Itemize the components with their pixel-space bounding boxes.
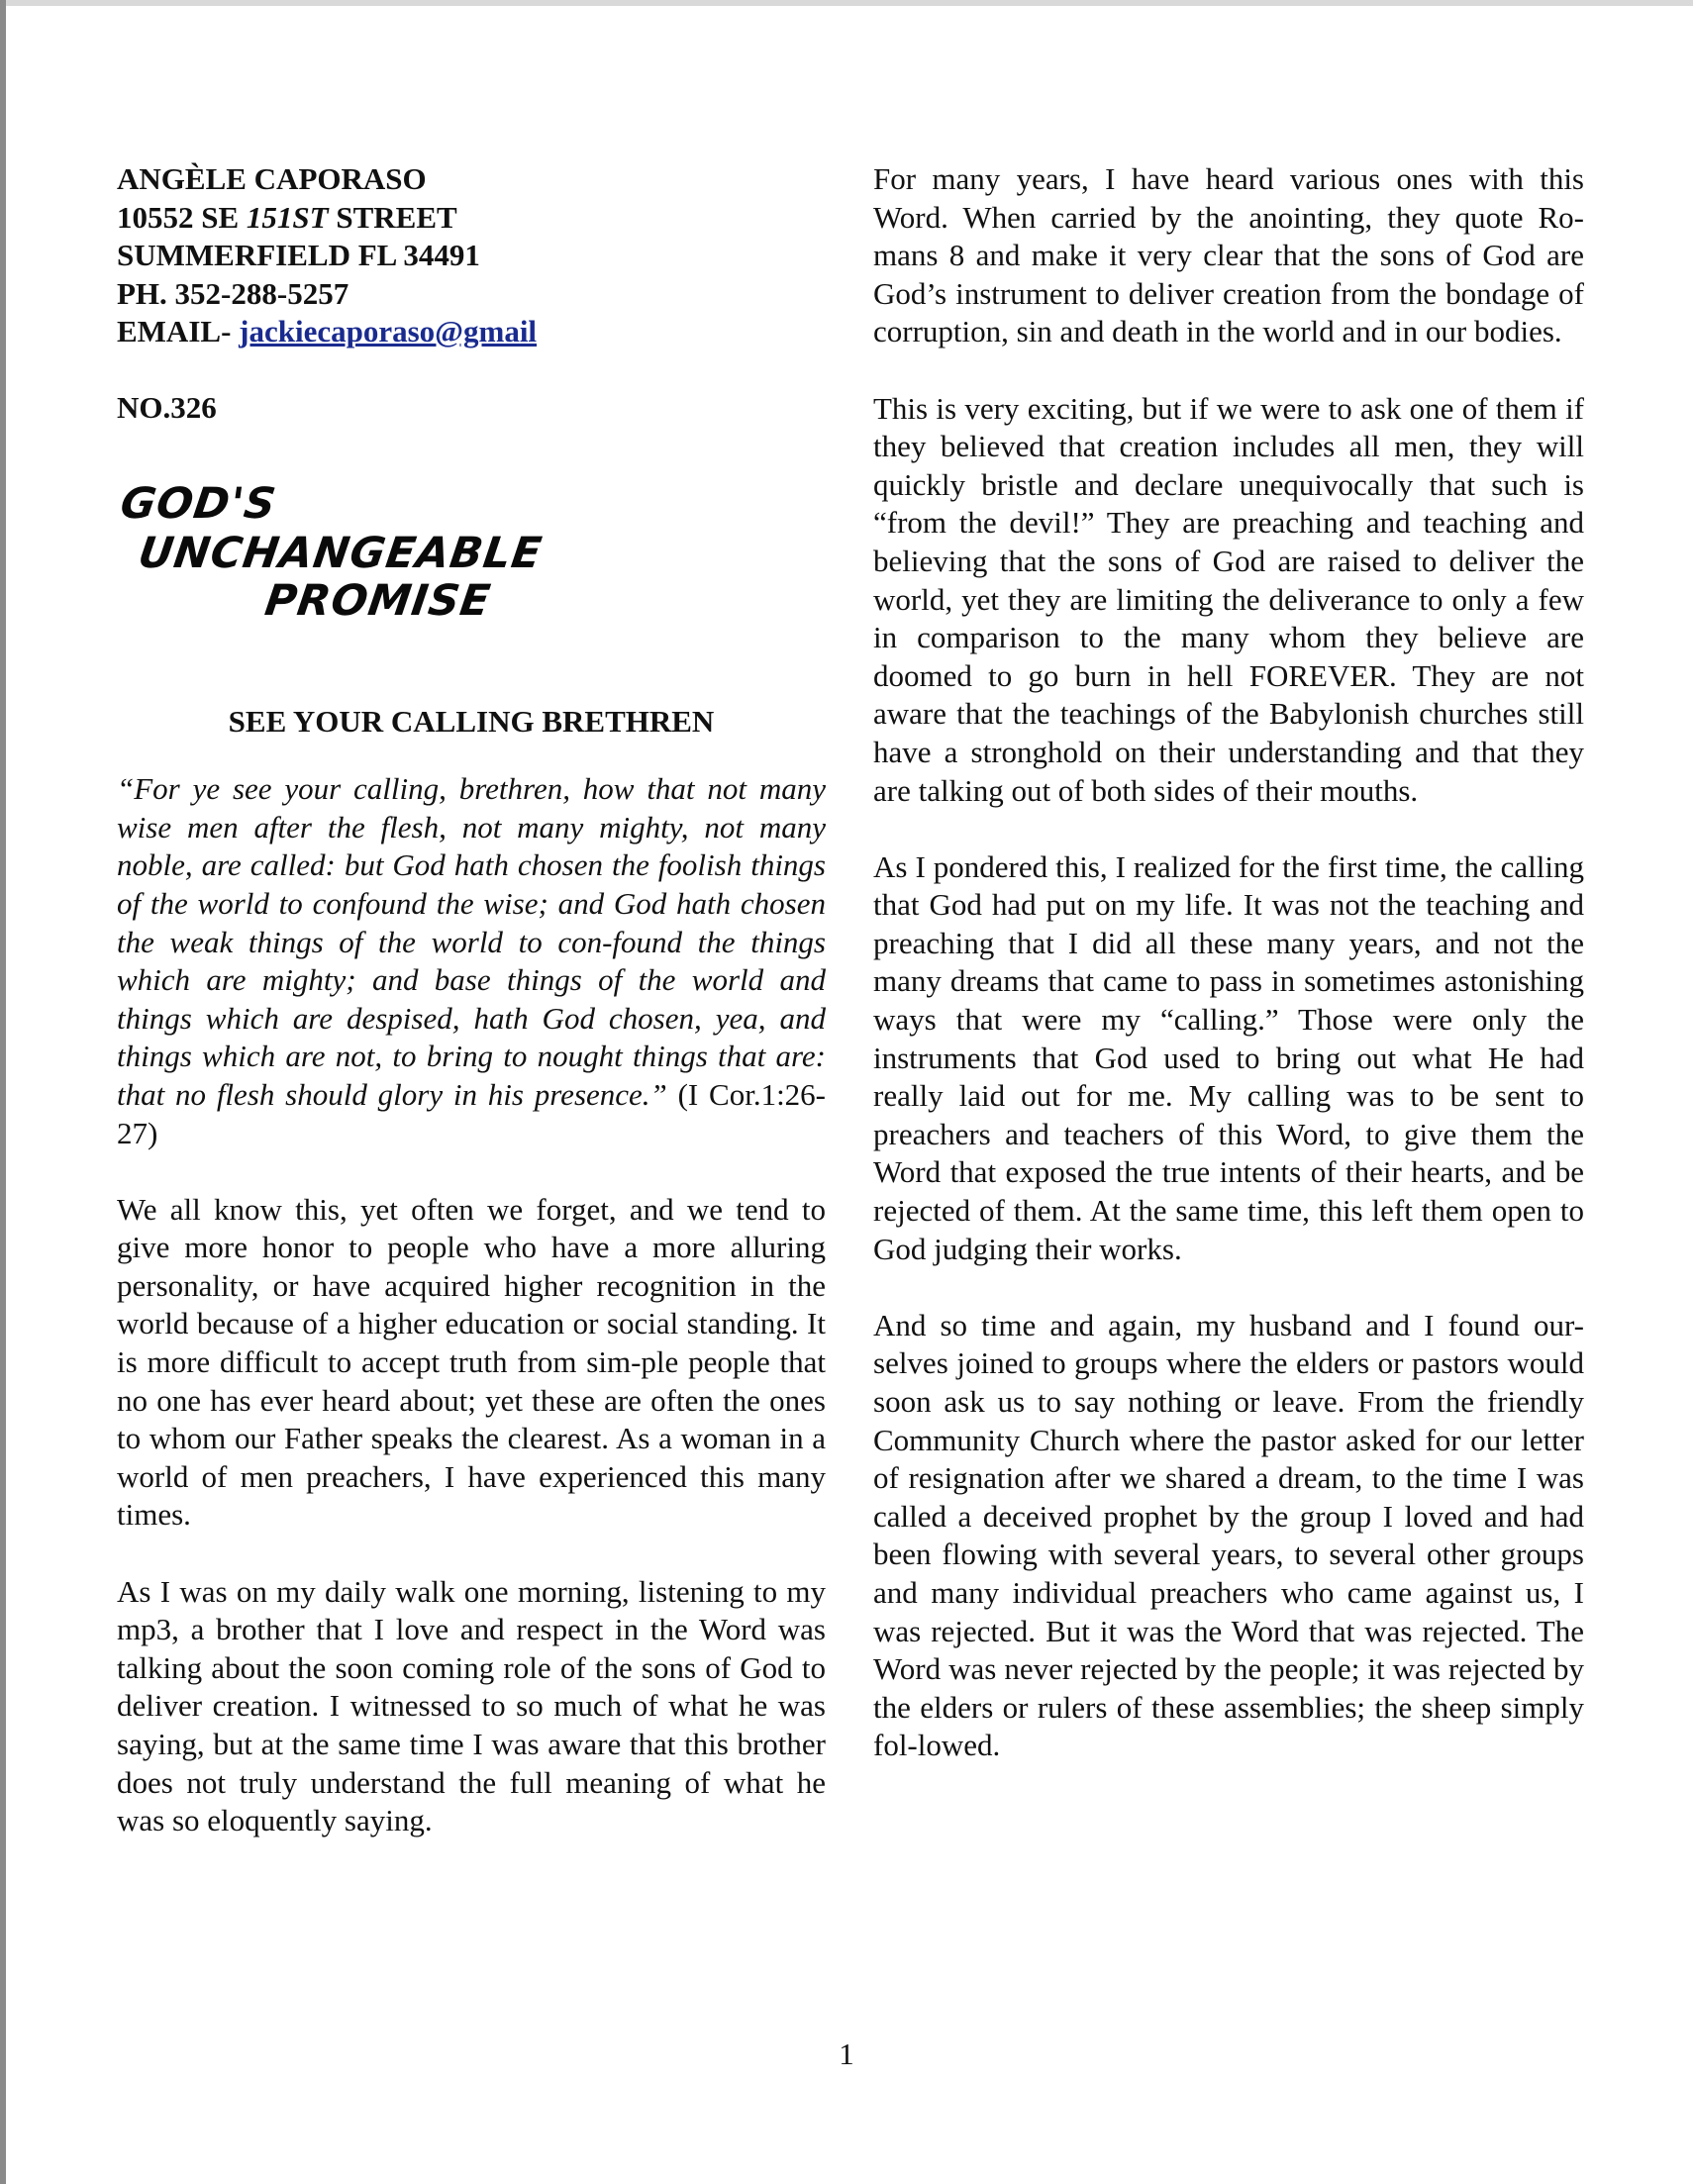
gods-unchangeable-promise-logo — [117, 463, 826, 701]
street-name-italic: 151ST — [246, 199, 329, 235]
logo-line-1: GOD'S — [117, 478, 280, 529]
email-line — [117, 313, 826, 351]
sender-name: ANGÈLE CAPORASO — [117, 161, 427, 196]
logo-line-2: UNCHANGEABLE — [135, 528, 546, 578]
page-number: 1 — [839, 2036, 854, 2071]
body-paragraph: As I was on my daily walk one morning, listening to my mp3, a brother that I love and respect in the Word was talking about the soon coming role of the sons of God to deliver creation. I witnessed to so much of what he was saying, but at the same time I was aware that this brother does not truly understand the full meaning of what he was so eloquently saying. — [117, 1573, 826, 1838]
left-column — [117, 160, 826, 1878]
body-paragraph: For many years, I have heard various ones with this Word. When carried by the anointing, they quote Ro-mans 8 and make it very clear that the sons of God are God’s instrument to deliver creation from the bondage of corruption, sin and death in the world and in our bodies. — [873, 161, 1584, 349]
right-column — [873, 160, 1584, 1804]
scripture-quote-text: “For ye see your calling, brethren, how that not many wise men after the flesh, not many mighty, not many noble, are called: but God hath chosen the foolish things of the world to confound the wise; and God hath chosen the weak things of the world to con-found the things which are mighty; and base things of the world and things which are despised, hath God chosen, yea, and things which are not, to bring to nought things that are: that no flesh should glory in his presence.” — [117, 771, 826, 1112]
street-number: 10552 SE — [117, 199, 247, 235]
page-left-border — [0, 0, 6, 2184]
email-link[interactable]: jackiecaporaso@gmail — [239, 314, 538, 349]
street-suffix: STREET — [328, 199, 457, 235]
scripture-quote — [117, 770, 826, 1152]
scripture-reference: (I Cor.1:26-27) — [117, 1076, 827, 1150]
page-top-border — [0, 0, 1693, 6]
body-paragraph: This is very exciting, but if we were to ask one of them if they believed that creation includes all men, they will quickly bristle and declare unequivocally that such is “from the devil!” They are preaching and teaching and believing that the sons of God are raised to deliver the world, yet they are limiting the deliverance to only a few in comparison to the many whom they believe are doomed to go burn in hell FOREVER. They are not aware that the teachings of the Babylonish churches still have a stronghold on their understanding and that they are talking out of both sides of their mouths. — [873, 390, 1584, 808]
issue-number: NO.326 — [117, 389, 217, 425]
body-paragraph: As I pondered this, I realized for the first time, the calling that God had put on my life. It was not the teaching and preaching that I did all these many years, and not the many dreams that came to pass in sometimes astonishing ways that were my “calling.” Those were only the instruments that God used to bring out what He had really laid out for me. My calling was to be sent to preachers and teachers of this Word, to give them the Word that exposed the true intents of their hearts, and be rejected of them. At the same time, this left them open to God judging their works. — [873, 848, 1584, 1266]
phone-number: PH. 352-288-5257 — [117, 275, 349, 311]
city-state-zip: SUMMERFIELD FL 34491 — [117, 238, 480, 273]
street-address — [117, 199, 826, 238]
article-title: SEE YOUR CALLING BRETHREN — [228, 703, 715, 739]
logo-line-3: PROMISE — [261, 575, 494, 626]
body-paragraph: And so time and again, my husband and I found our-selves joined to groups where the elders or pastors would soon ask us to say nothing or leave. From the friendly Community Church where the pastor asked for our letter of resignation after we shared a dream, to the time I was called a deceived prophet by the group I loved and had been flowing with several years, to several other groups and many individual preachers who came against us, I was rejected. But it was the Word that was rejected. The Word was never rejected by the people; it was rejected by the elders or rulers of these assemblies; the sheep simply fol-lowed. — [873, 1307, 1584, 1763]
body-paragraph: We all know this, yet often we forget, and we tend to give more honor to people who have a more alluring personality, or have acquired higher recognition in the world because of a higher education or social standing. It is more difficult to accept truth from sim-ple people that no one has ever heard about; yet these are often the ones to whom our Father speaks the clearest. As a woman in a world of men preachers, I have experienced this many times. — [117, 1191, 826, 1533]
email-label: EMAIL- — [117, 314, 240, 349]
sender-address-block — [117, 160, 826, 351]
